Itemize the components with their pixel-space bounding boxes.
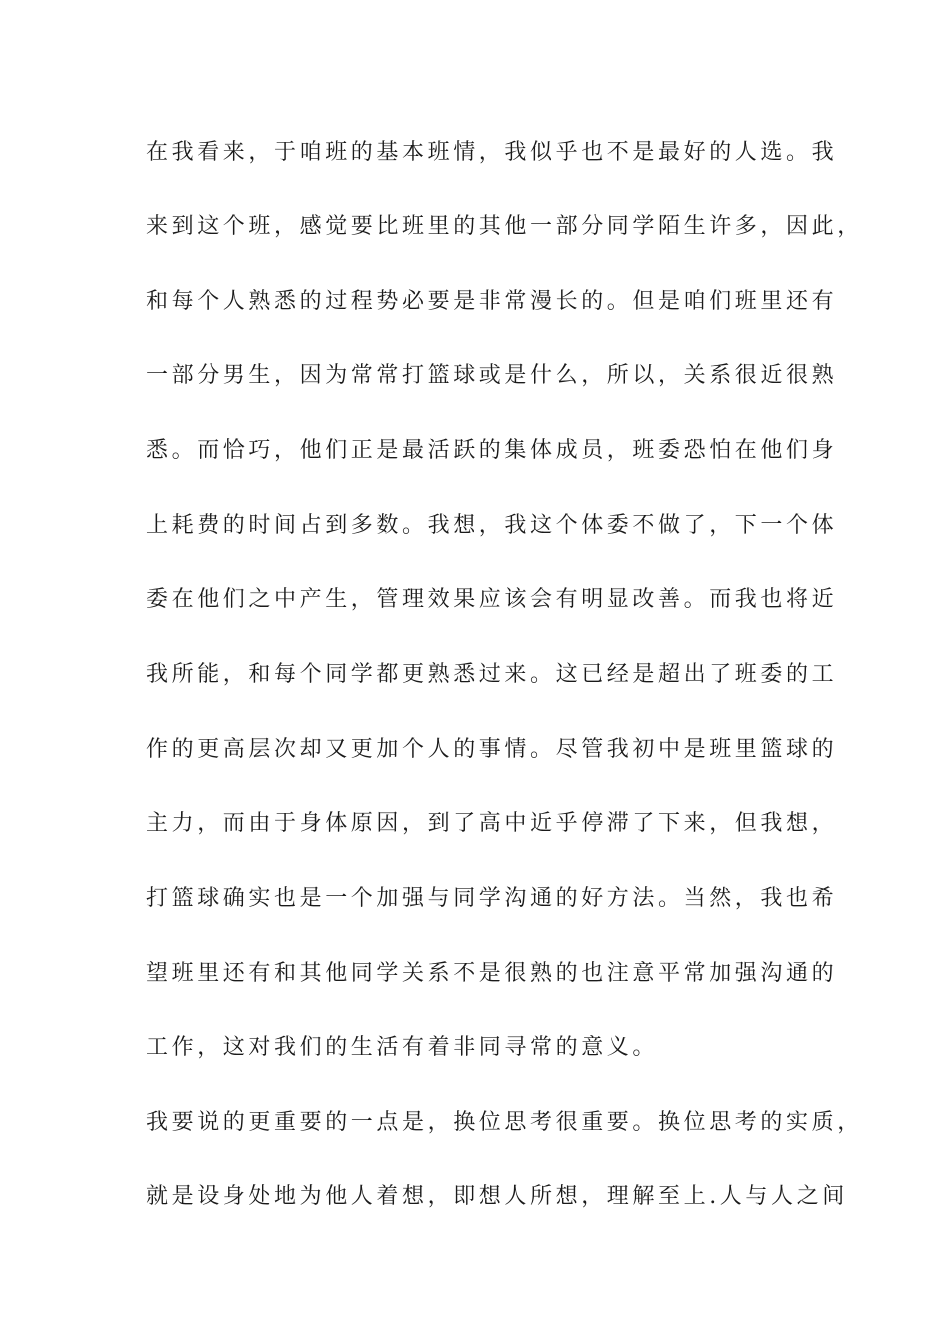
text-line: 和每个人熟悉的过程势必要是非常漫长的。但是咱们班里还有	[146, 289, 838, 314]
text-line: 工作，这对我们的生活有着非同寻常的意义。	[146, 1035, 659, 1060]
text-line: 委在他们之中产生，管理效果应该会有明显改善。而我也将近	[146, 587, 838, 612]
text-line: 作的更高层次却又更加个人的事情。尽管我初中是班里篮球的	[146, 737, 838, 762]
text-line: 就是设身处地为他人着想，即想人所想，理解至上.人与人之间	[146, 1184, 848, 1209]
text-line: 一部分男生，因为常常打篮球或是什么，所以，关系很近很熟	[146, 363, 838, 388]
text-line: 在我看来，于咱班的基本班情，我似乎也不是最好的人选。我	[146, 140, 838, 165]
text-line: 来到这个班，感觉要比班里的其他一部分同学陌生许多，因此，	[146, 214, 863, 239]
text-line: 我所能，和每个同学都更熟悉过来。这已经是超出了班委的工	[146, 662, 838, 687]
text-line: 我要说的更重要的一点是，换位思考很重要。换位思考的实质，	[146, 1110, 863, 1135]
text-line: 上耗费的时间占到多数。我想，我这个体委不做了，下一个体	[146, 513, 838, 538]
text-line: 悉。而恰巧，他们正是最活跃的集体成员，班委恐怕在他们身	[146, 438, 838, 463]
text-line: 主力，而由于身体原因，到了高中近乎停滞了下来，但我想，	[146, 811, 838, 836]
text-line: 打篮球确实也是一个加强与同学沟通的好方法。当然，我也希	[146, 886, 838, 911]
text-line: 望班里还有和其他同学关系不是很熟的也注意平常加强沟通的	[146, 961, 838, 986]
